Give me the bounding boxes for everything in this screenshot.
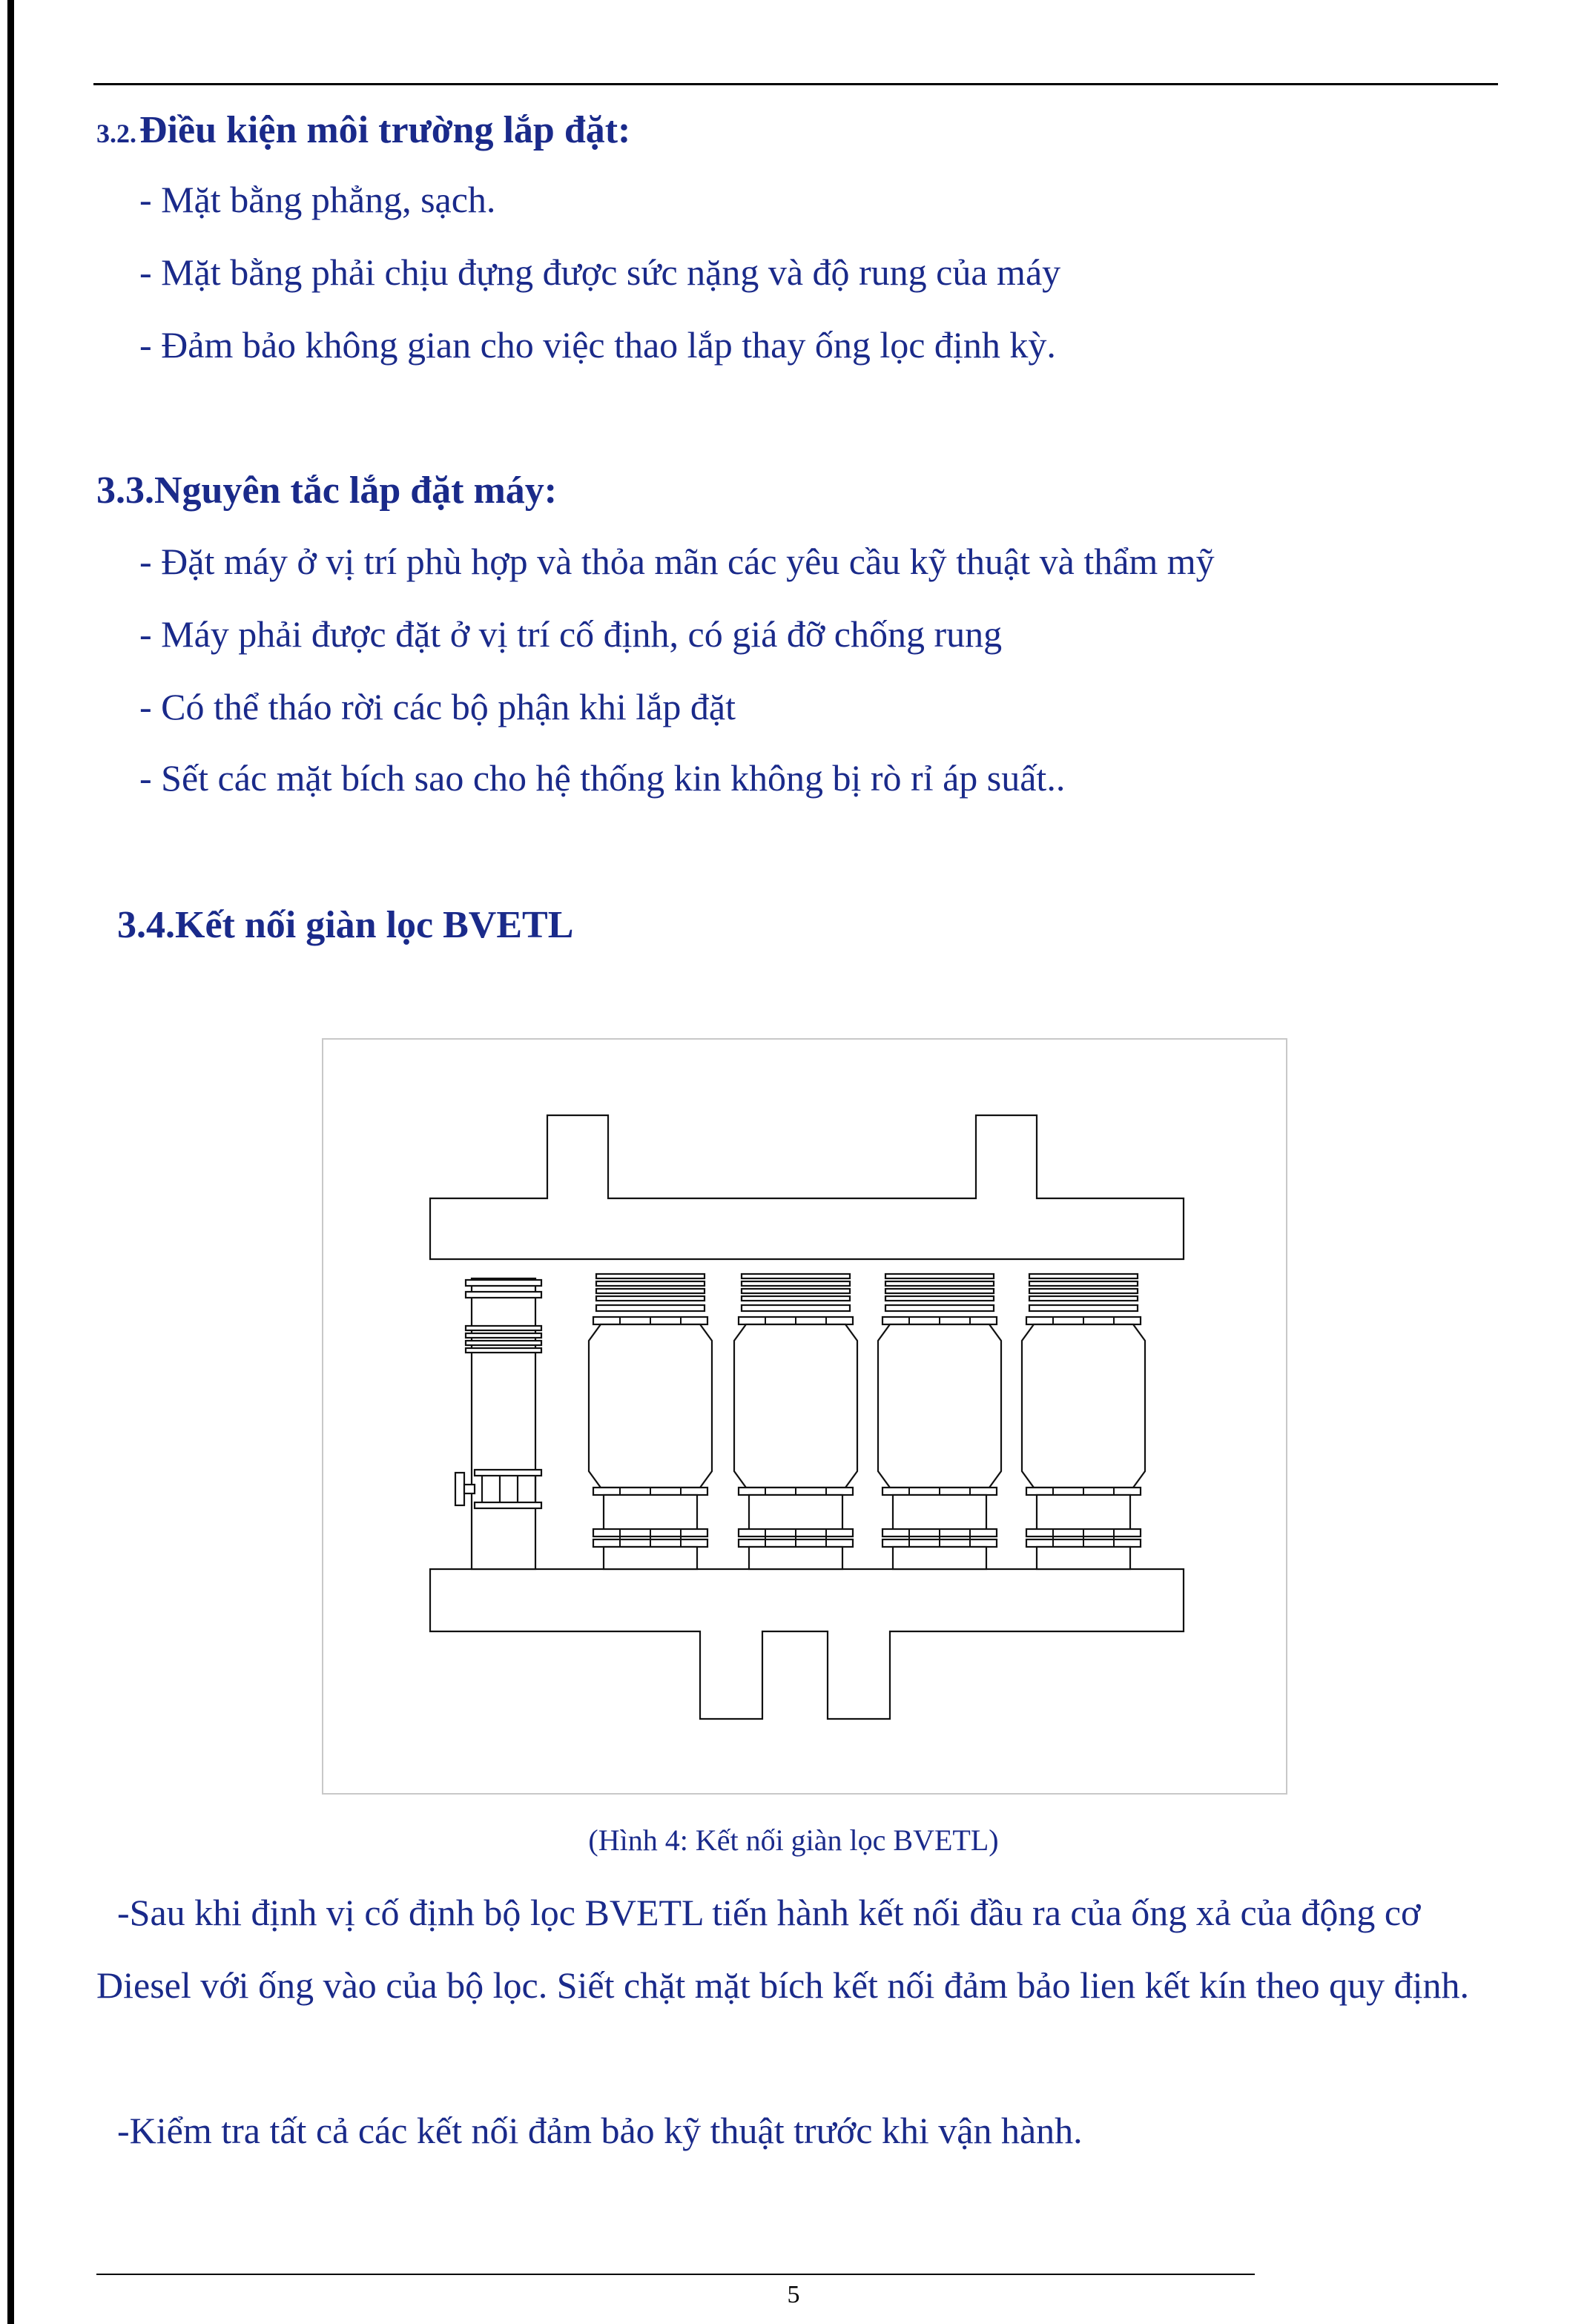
- section-3-4-heading: 3.4.Kết nối giàn lọc BVETL: [117, 904, 574, 946]
- section-3-2-number: 3.2.: [96, 119, 136, 148]
- page-number: 5: [787, 2281, 800, 2308]
- section-3-3-item: - Sết các mặt bích sao cho hệ thống kin không bị rò rỉ áp suất..: [139, 757, 1066, 799]
- figure-caption: (Hình 4: Kết nối giàn lọc BVETL): [588, 1823, 999, 1857]
- body-paragraph: -Sau khi định vị cố định bộ lọc BVETL tiến hành kết nối đầu ra của ống xả của động cơ Diesel với ống vào của bộ lọc. Siết chặt mặt bích kết nối đảm bảo lien kết kín theo quy định.: [96, 1892, 1470, 2006]
- section-3-3-item: - Có thể tháo rời các bộ phận khi lắp đặt: [139, 686, 736, 727]
- footer-rule: [96, 2274, 1255, 2275]
- top-manifold: [430, 1115, 1184, 1259]
- section-3-2-heading: [96, 108, 630, 152]
- section-3-2-item: - Đảm bảo không gian cho việc thao lắp thay ống lọc định kỳ.: [139, 324, 1056, 366]
- section-3-2-item: - Mặt bằng phải chịu đựng được sức nặng và độ rung của máy: [139, 251, 1061, 293]
- figure-frame: [322, 1038, 1287, 1795]
- section-3-3-heading: 3.3.Nguyên tắc lắp đặt máy:: [96, 469, 558, 512]
- section-3-2-item: - Mặt bằng phẳng, sạch.: [139, 179, 496, 220]
- section-3-2-title: Điều kiện môi trường lắp đặt:: [139, 109, 631, 151]
- left-margin-bar: [7, 0, 14, 2324]
- bottom-manifold: [430, 1569, 1184, 1719]
- body-paragraph: -Kiểm tra tất cả các kết nối đảm bảo kỹ thuật trước khi vận hành.: [117, 2110, 1083, 2151]
- header-rule: [93, 83, 1498, 85]
- section-3-3-item: - Máy phải được đặt ở vị trí cố định, có giá đỡ chống rung: [139, 613, 1003, 655]
- inlet-pipe-body: [472, 1278, 535, 1569]
- filter-assembly-diagram: [323, 1040, 1286, 1793]
- valve-icon: [455, 1473, 464, 1505]
- section-3-3-item: - Đặt máy ở vị trí phù hợp và thỏa mãn các yêu cầu kỹ thuật và thẩm mỹ: [139, 541, 1215, 582]
